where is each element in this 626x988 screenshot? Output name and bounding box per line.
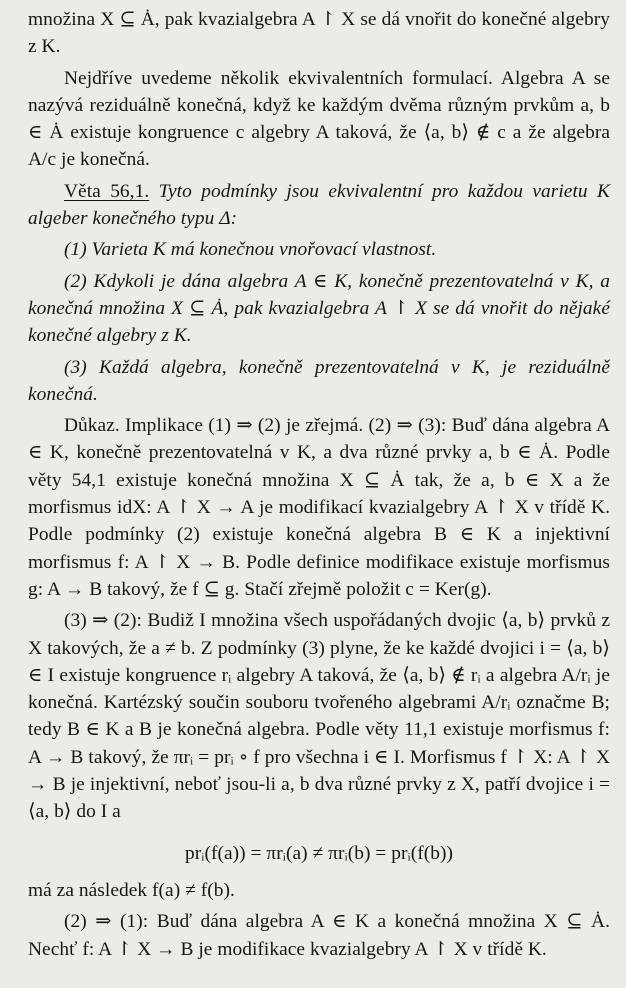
theorem-text: Tyto podmínky jsou ekvivalentní pro každou varietu K algeber konečného typu Δ:: [28, 180, 611, 230]
proof-paragraph-2: (3) ⇒ (2): Budiž I množina všech uspořádaných dvojic ⟨a, b⟩ prvků z X takových, že a ≠ b. Z podmínky (3) plyne, že ke každé dvojici i = ⟨a, b⟩ ∈ I existuje kongruence rᵢ algebry A taková, že ⟨a, b⟩ ∉ rᵢ a algebra A/rᵢ je konečná. Kartézský součin souboru tvořeného algebrami A/rᵢ označme B; tedy B ∈ K a B je konečná algebra. Podle věty 11,1 existuje morfismus f: A → B takový, že πrᵢ = prᵢ ∘ f pro všechna i ∈ I. Morfismus f ↾ X: A ↾ X → B je injektivní, neboť jsou-li a, b dva různé prvky z X, patří dvojice i = ⟨a, b⟩ do I a: [28, 610, 610, 823]
proof-paragraph-3: (2) ⇒ (1): Buď dána algebra A ∈ K a konečná množina X ⊆ Ȧ. Nechť f: A ↾ X → B je modifikace kvazialgebry A ↾ X v třídě K.: [28, 911, 610, 960]
condition-3: (3) Každá algebra, konečně prezentovatelná v K, je reziduálně konečná.: [28, 356, 610, 405]
condition-2: (2) Kdykoli je dána algebra A ∈ K, konečně prezentovatelná v K, a konečná množina X ⊆ Ȧ, pak kvazialgebra A ↾ X se dá vnořit do nějaké konečné algebry z K.: [28, 270, 610, 347]
theorem-label: Věta 56,1.: [64, 180, 150, 202]
theorem-statement: [28, 178, 610, 233]
condition-1: (1) Varieta K má konečnou vnořovací vlastnost.: [64, 239, 437, 261]
display-equation: prᵢ(f(a)) = πrᵢ(a) ≠ πrᵢ(b) = prᵢ(f(b)): [184, 842, 454, 864]
proof-after-equation: má za následek f(a) ≠ f(b).: [28, 879, 235, 901]
page-text: [28, 6, 610, 967]
paragraph-definition: Nejdříve uvedeme několik ekvivalentních formulací. Algebra A se nazývá reziduálně konečná, když ke každým dvěma různým prvkům a, b ∈ Ȧ existuje kongruence c algebry A taková, že ⟨a, b⟩ ∉ c a že algebra A/c je konečná.: [28, 67, 610, 171]
paragraph-continuation: množina X ⊆ Ȧ, pak kvazialgebra A ↾ X se dá vnořit do konečné algebry z K.: [28, 9, 610, 58]
proof-paragraph-1: Důkaz. Implikace (1) ⇒ (2) je zřejmá. (2) ⇒ (3): Buď dána algebra A ∈ K, konečně prezentovatelná v K, a dva různé prvky a, b ∈ Ȧ. Podle věty 54,1 existuje konečná množina X ⊆ Ȧ tak, že a, b ∈ X a že morfismus idX: A ↾ X → A je modifikací kvazialgebry A ↾ X v třídě K. Podle podmínky (2) existuje konečná algebra B ∈ K a injektivní morfismus f: A ↾ X → B. Podle definice modifikace existuje morfismus g: A → B takový, že f ⊆ g. Stačí zřejmě položit c = Ker(g).: [28, 415, 610, 600]
